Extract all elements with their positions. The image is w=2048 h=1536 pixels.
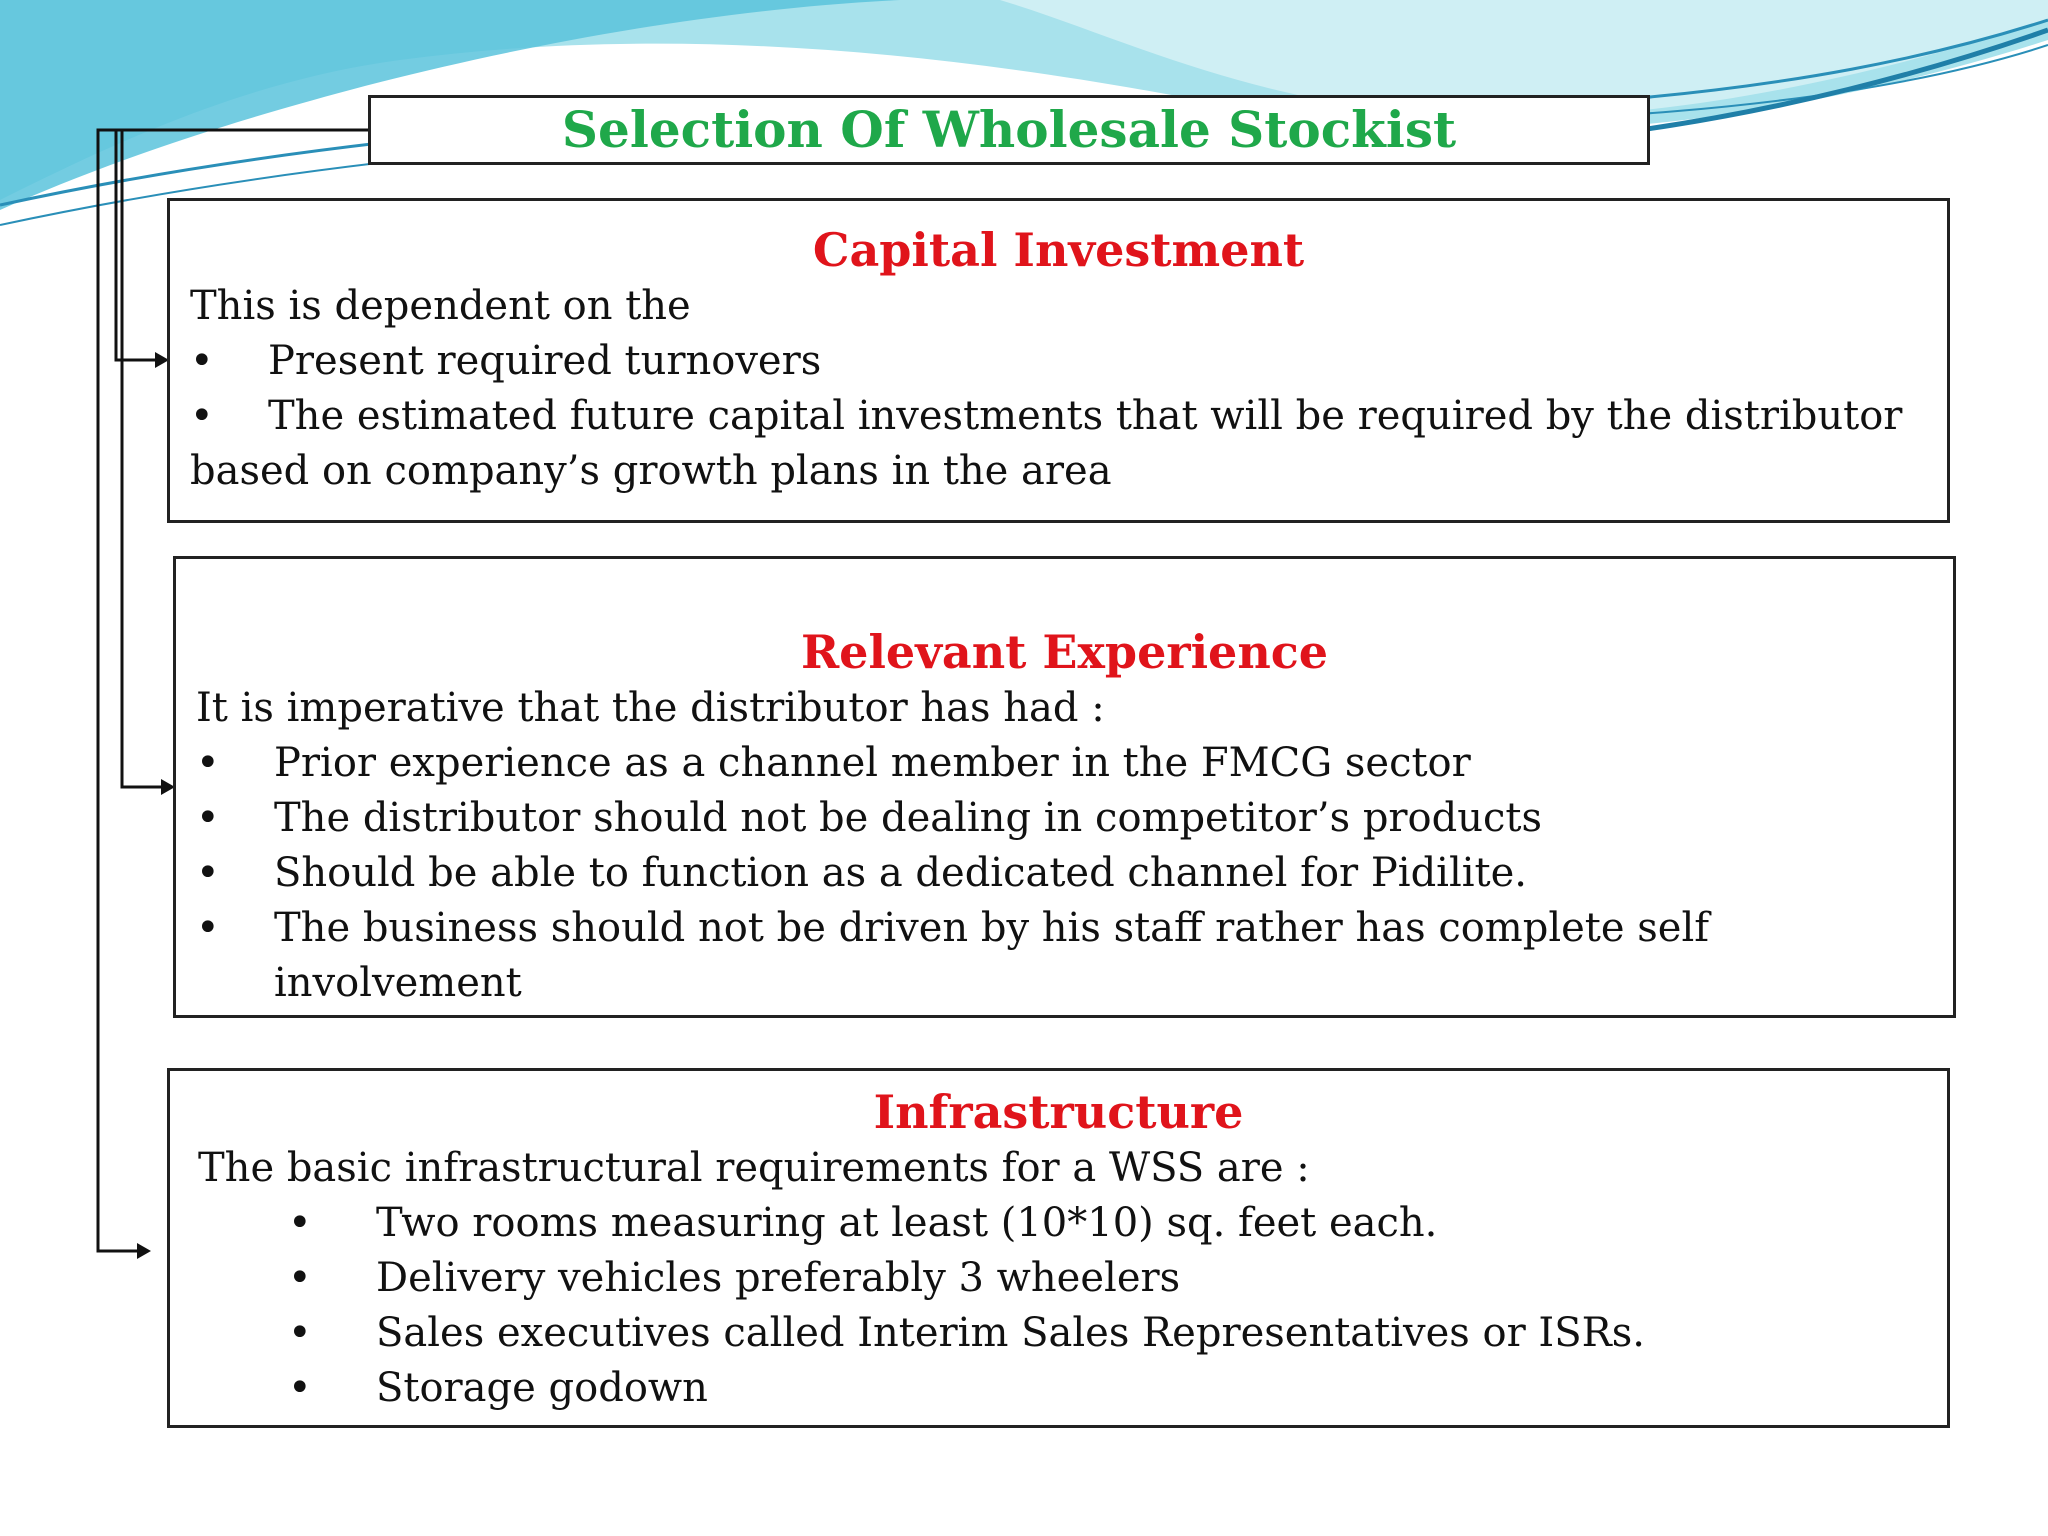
bullet-dot: • — [196, 795, 220, 841]
capital-investment-intro: This is dependent on the — [190, 283, 691, 329]
bullet-dot: • — [288, 1310, 312, 1356]
list-item — [190, 389, 1927, 444]
infrastructure-content — [170, 1141, 1947, 1416]
list-item-text: Present required turnovers — [268, 338, 822, 384]
list-item — [196, 846, 1953, 901]
capital-investment-list — [190, 334, 1927, 444]
list-item-text: Prior experience as a channel member in the FMCG sector — [274, 740, 1471, 786]
list-item-text: Storage godown — [376, 1365, 708, 1411]
infrastructure-intro: The basic infrastructural requirements for a WSS are : — [198, 1145, 1310, 1191]
infrastructure-list — [288, 1196, 1947, 1416]
bullet-dot: • — [288, 1365, 312, 1411]
bullet-dot: • — [196, 850, 220, 896]
bullet-dot: • — [196, 905, 220, 951]
list-item — [190, 334, 1927, 389]
slide-title: Selection Of Wholesale Stockist — [561, 100, 1457, 159]
arrowhead-infrastructure — [137, 1243, 151, 1259]
list-item-text: The distributor should not be dealing in competitor’s products — [274, 795, 1543, 841]
list-item-text: The business should not be driven by his staff rather has complete self involvement — [274, 905, 1710, 1006]
bullet-dot: • — [190, 338, 214, 384]
title-box — [368, 95, 1650, 165]
infrastructure-heading: Infrastructure — [873, 1085, 1244, 1139]
relevant-experience-box — [173, 556, 1956, 1018]
relevant-experience-intro: It is imperative that the distributor has had : — [196, 685, 1105, 731]
capital-investment-continuation: based on company’s growth plans in the area — [190, 448, 1112, 494]
capital-investment-box — [167, 198, 1950, 523]
infrastructure-box — [167, 1068, 1950, 1428]
list-item — [288, 1196, 1947, 1251]
list-item-text: The estimated future capital investments that will be required by the distributor — [268, 393, 1903, 439]
list-item — [288, 1251, 1947, 1306]
list-item — [196, 901, 1953, 1011]
bullet-dot: • — [288, 1255, 312, 1301]
list-item — [288, 1306, 1947, 1361]
bullet-dot: • — [196, 740, 220, 786]
relevant-experience-content — [176, 681, 1953, 1011]
relevant-experience-heading: Relevant Experience — [800, 625, 1329, 679]
list-item-text: Should be able to function as a dedicated channel for Pidilite. — [274, 850, 1528, 896]
list-item-text: Two rooms measuring at least (10*10) sq. feet each. — [376, 1200, 1438, 1246]
capital-investment-content — [170, 279, 1947, 499]
relevant-experience-list — [196, 736, 1953, 1011]
capital-investment-heading: Capital Investment — [812, 223, 1305, 277]
bullet-dot: • — [190, 393, 214, 439]
list-item — [196, 736, 1953, 791]
list-item-text: Delivery vehicles preferably 3 wheelers — [376, 1255, 1181, 1301]
list-item — [288, 1361, 1947, 1416]
bullet-dot: • — [288, 1200, 312, 1246]
list-item — [196, 791, 1953, 846]
list-item-text: Sales executives called Interim Sales Representatives or ISRs. — [376, 1310, 1645, 1356]
